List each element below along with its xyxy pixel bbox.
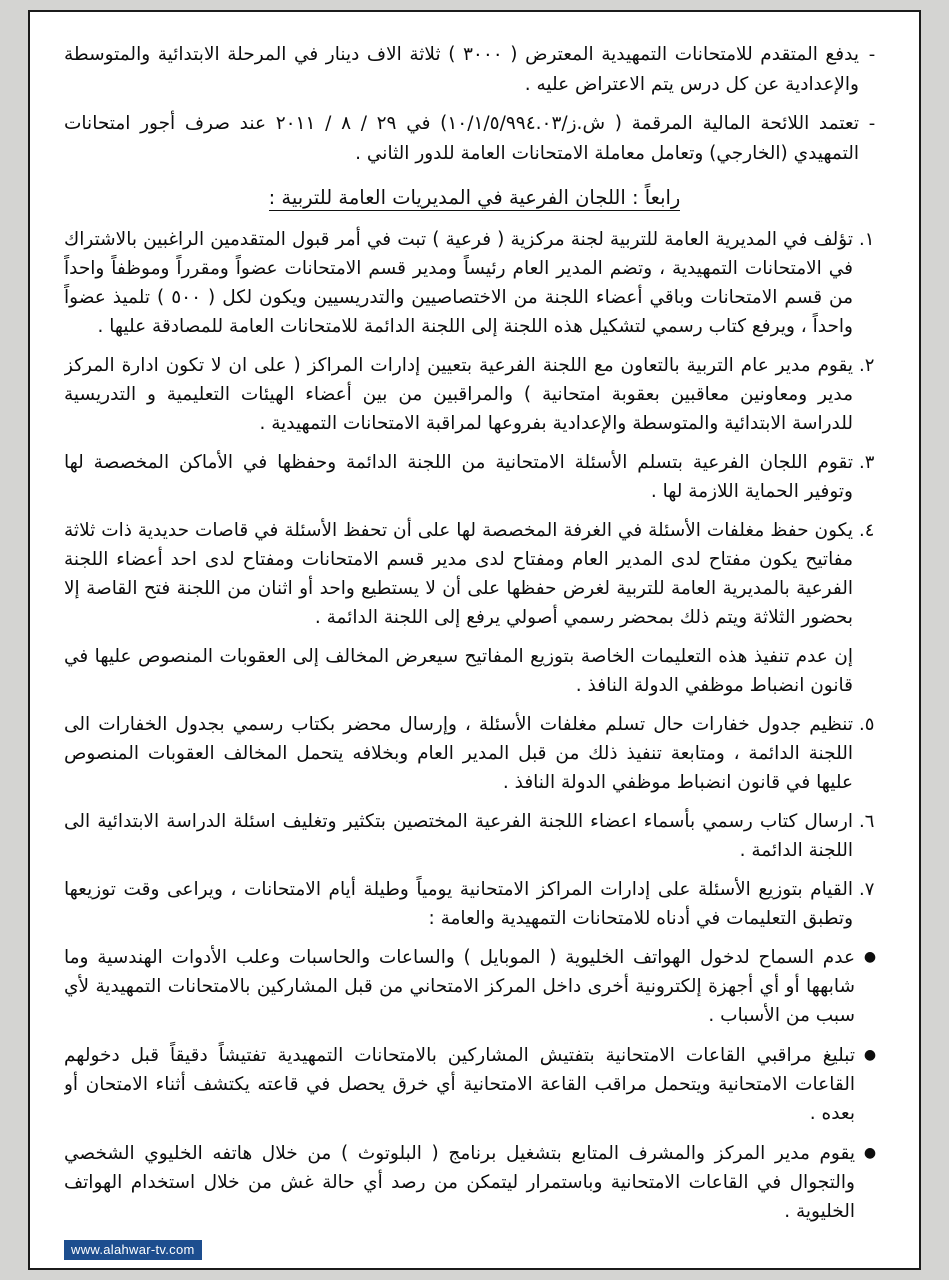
list-item xyxy=(64,807,885,865)
clause-text: ارسال كتاب رسمي بأسماء اعضاء اللجنة الفرعية المختصين بتكثير وتغليف اسئلة الدراسة الابتدائية الى اللجنة الدائمة . xyxy=(64,811,853,861)
dash-marker: - xyxy=(868,44,876,65)
free-paragraph: إن عدم تنفيذ هذه التعليمات الخاصة بتوزيع المفاتيح سيعرض المخالف إلى العقوبات المنصوص عليها في قانون انضباط موظفي الدولة النافذ . xyxy=(64,646,853,696)
bullet-icon: ● xyxy=(863,949,877,965)
list-item xyxy=(64,40,885,100)
clause-text: تعتمد اللائحة المالية المرقمة ( ش.ز/١٠/١/٥/٩٩٤.٠٣) في ٢٩ / ٨ / ٢٠١١ عند صرف أجور امتحانات التمهيدي (الخارجي) وتعامل معاملة الامتحانات العامة للدور الثاني . xyxy=(64,113,859,164)
number-marker: ٤. xyxy=(859,520,875,541)
document-sheet xyxy=(28,10,921,1270)
clause-text: تبليغ مراقبي القاعات الامتحانية بتفتيش المشاركين بالامتحانات التمهيدية تفتيشاً دقيقاً قبل دخولهم القاعات الامتحانية ويتحمل مراقب القاعة الامتحانية أي خرق يحصل في قاعته يكتشف أثناء الامتحان أو بعده . xyxy=(64,1045,855,1124)
clause-text: يقوم مدير المركز والمشرف المتابع بتشغيل برنامج ( البلوتوث ) من خلال هاتفه الخليوي الشخصي والتجوال في القاعات الامتحانية وباستمرار ليتمكن من رصد أي حالة غش من خلال استخدام الهواتف الخليوية . xyxy=(64,1143,855,1222)
number-marker: ٧. xyxy=(859,879,875,900)
number-marker: ٥. xyxy=(859,714,875,735)
clause-text: القيام بتوزيع الأسئلة على إدارات المراكز الامتحانية يومياً وطيلة أيام الامتحانات ، ويراعى وقت توزيعها وتطبق التعليمات في أدناه للامتحانات التمهيدية والعامة : xyxy=(64,879,853,929)
list-item xyxy=(64,710,885,797)
list-item xyxy=(64,448,885,506)
list-item xyxy=(64,943,885,1030)
list-item xyxy=(64,516,885,632)
clause-text: يقوم مدير عام التربية بالتعاون مع اللجنة الفرعية بتعيين إدارات المراكز ( على ان لا تكون ادارة المركز مدير ومعاونين معاقبين بعقوبة امتحانية ) والمراقبين من بين أعضاء الهيئات التعليمية و التدريسية للدراسة الابتدائية والمتوسطة والإعدادية بفروعها لمراقبة الامتحانات التمهيدية . xyxy=(64,355,853,434)
number-marker: ٢. xyxy=(859,355,875,376)
dash-marker: - xyxy=(868,113,876,134)
site-watermark: www.alahwar-tv.com xyxy=(64,1240,202,1260)
clause-text: يكون حفظ مغلفات الأسئلة في الغرفة المخصصة لها على أن تحفظ الأسئلة في قاصات حديدية ذات ثلاثة مفاتيح يكون مفتاح لدى المدير العام ومفتاح لدى مدير قسم الامتحانات ومفتاح لدى احد أعضاء اللجنة الفرعية بالمديرية العامة للتربية لغرض حفظها على أن لا يستطيع واحد أو اثنان من اللجنة فتح القاصة إلا بحضور الثلاثة ويتم ذلك بمحضر رسمي أصولي يرفع إلى اللجنة الدائمة . xyxy=(64,520,853,628)
list-item xyxy=(64,109,885,169)
section-heading-text: رابعاً : اللجان الفرعية في المديريات العامة للتربية : xyxy=(268,186,681,209)
number-marker: ٣. xyxy=(859,452,875,473)
section-heading xyxy=(64,183,885,213)
clause-text: تنظيم جدول خفارات حال تسلم مغلفات الأسئلة ، وإرسال محضر بكتاب رسمي بجدول الخفارات الى اللجنة الدائمة ، ومتابعة تنفيذ ذلك من قبل المدير العام وبخلافه يتحمل المخالف العقوبات المنصوص عليها في قانون انضباط موظفي الدولة النافذ . xyxy=(64,714,853,793)
clause-text: تؤلف في المديرية العامة للتربية لجنة مركزية ( فرعية ) تبت في أمر قبول المتقدمين الراغبين بالاشتراك في الامتحانات التمهيدية ، وتضم المدير العام رئيساً ومدير قسم الامتحانات عضواً ومقرراً وموظفاً واحداً من قسم الامتحانات وباقي أعضاء اللجنة من الاختصاصيين والتدريسيين ويكون لكل ( ٥٠٠ ) تلميذ عضواً واحداً ، ويرفع كتاب رسمي لتشكيل هذه اللجنة إلى اللجنة الدائمة للامتحانات العامة للمصادقة عليها . xyxy=(64,229,854,337)
number-marker: ٦. xyxy=(859,811,875,832)
clause-text: تقوم اللجان الفرعية بتسلم الأسئلة الامتحانية من اللجنة الدائمة وحفظها في الأماكن المخصصة لها وتوفير الحماية اللازمة لها . xyxy=(64,452,853,502)
numbered-clause-list xyxy=(64,225,885,632)
list-item xyxy=(64,875,885,933)
bullet-icon: ● xyxy=(863,1047,877,1063)
numbered-clause-list-continued xyxy=(64,710,885,933)
list-item xyxy=(64,1041,885,1128)
bullet-clause-list xyxy=(64,943,885,1228)
list-item xyxy=(64,1139,885,1226)
bullet-icon: ● xyxy=(863,1145,877,1161)
top-clause-list xyxy=(64,40,885,169)
number-marker: ١. xyxy=(859,229,875,250)
document-content xyxy=(64,40,885,1228)
list-item xyxy=(64,225,885,341)
list-item xyxy=(64,351,885,438)
clause-text: عدم السماح لدخول الهواتف الخليوية ( الموبايل ) والساعات والحاسبات وعلب الأدوات الهندسية وما شابهها أو أي أجهزة إلكترونية أخرى داخل المركز الامتحاني من قبل المشاركين بالامتحانات التمهيدية لأي سبب من الأسباب . xyxy=(64,947,855,1026)
clause-text: يدفع المتقدم للامتحانات التمهيدية المعترض ( ٣٠٠٠ ) ثلاثة الاف دينار في المرحلة الابتدائية والمتوسطة والإعدادية عن كل درس يتم الاعتراض عليه . xyxy=(64,44,859,95)
